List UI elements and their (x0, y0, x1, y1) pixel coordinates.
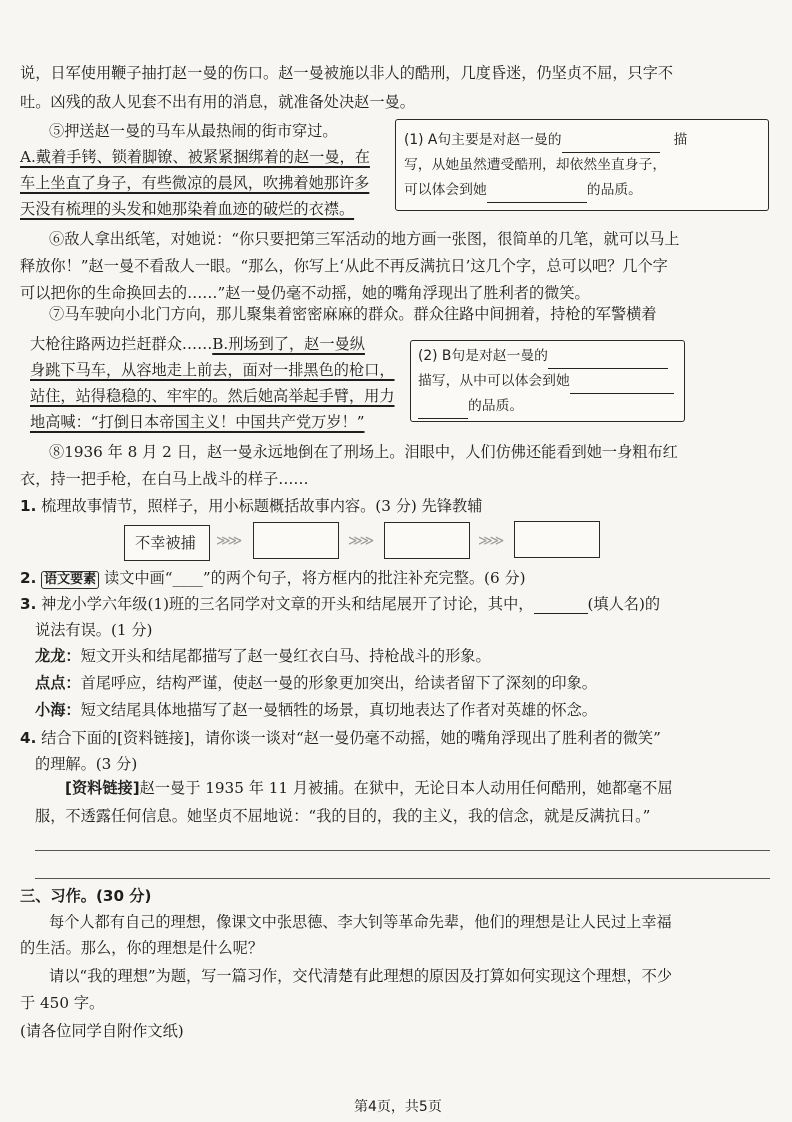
sentence-a-line: 天没有梳理的头发和她那染着血迹的破烂的衣襟。 (20, 200, 355, 218)
paragraph-7-text: 大枪往路两边拦赶群众…… (30, 335, 213, 353)
answer-line[interactable] (35, 878, 770, 879)
arrow-icon: ≫≫ (216, 533, 240, 549)
question-text: 神龙小学六年级(1)班的三名同学对文章的开头和结尾展开了讨论，其中， (41, 595, 534, 613)
paragraph-8-line: 衣，持一把手枪，在白马上战斗的样子…… (20, 470, 309, 488)
annotation-a-line1 (404, 128, 687, 153)
question-number: 1. (20, 497, 37, 515)
language-element-tag: 语文要素 (41, 571, 99, 589)
question-text: 读文中画“____”的两个句子，将方框内的批注补充完整。(6 分) (104, 569, 526, 587)
sentence-b-line: 站住，站得稳稳的、牢牢的。然后她高举起手臂，用力 (30, 387, 395, 405)
plot-step-label: 不幸被捕 (135, 534, 196, 552)
student-statement: 首尾呼应，结构严谨，使赵一曼的形象更加突出，给读者留下了深刻的印象。 (80, 674, 597, 692)
question-4 (20, 728, 661, 748)
material-link-text: 赵一曼于 1935 年 11 月被捕。在狱中，无论日本人动用任何酷刑，她都毫不屈 (139, 779, 673, 797)
page-number: 第4页，共5页 (354, 1099, 442, 1115)
annotation-b-line1 (418, 344, 668, 369)
student-statement: 短文结尾具体地描写了赵一曼牺牲的场景，真切地表达了作者对英雄的怀念。 (80, 701, 597, 719)
paragraph-6-line: 可以把你的生命换回去的……”赵一曼仍毫不动摇，她的嘴角浮现出了胜利者的微笑。 (20, 284, 590, 302)
annotation-a-line2: 写，从她虽然遭受酷刑，却依然坐直身子， (404, 157, 667, 173)
writing-prompt-line: 请以“我的理想”为题，写一篇习作，交代清楚有此理想的原因及打算如何实现这个理想，不少 (49, 967, 673, 985)
annotation-b-text: 的品质。 (468, 398, 524, 414)
student-name: 龙龙： (35, 647, 81, 665)
annotation-b-text: (2) B句是对赵一曼的 (418, 348, 548, 364)
material-link-label: [资料链接] (65, 779, 140, 797)
annotation-a-line3 (404, 178, 642, 203)
plot-step-example (124, 525, 210, 561)
question-3 (20, 594, 660, 614)
question-text: 梳理故事情节，照样子，用小标题概括故事内容。(3 分) 先锋教辅 (41, 497, 483, 515)
question-number: 3. (20, 595, 37, 613)
student-opinion (35, 673, 597, 693)
student-name: 点点： (35, 674, 81, 692)
question-3-line: 说法有误。(1 分) (35, 621, 153, 639)
passage-line: 吐。凶残的敌人见套不出有用的消息，就准备处决赵一曼。 (20, 93, 415, 111)
annotation-a-text: (1) A句主要是对赵一曼的 (404, 132, 562, 148)
paragraph-8-line: ⑧1936 年 8 月 2 日，赵一曼永远地倒在了刑场上。泪眼中，人们仿佛还能看到她一身粗布红 (49, 443, 678, 461)
annotation-b-line3 (418, 394, 523, 419)
passage-line: 说，日军使用鞭子抽打赵一曼的伤口。赵一曼被施以非人的酷刑，几度昏迷，仍坚贞不屈，只字不 (20, 64, 674, 82)
arrow-icon: ≫≫ (348, 533, 372, 549)
question-4-line: 的理解。(3 分) (35, 755, 138, 773)
sentence-b-line: 地高喊：“打倒日本帝国主义！中国共产党万岁！” (30, 413, 365, 431)
answer-blank[interactable] (534, 599, 588, 614)
question-text: (填人名)的 (587, 595, 661, 613)
section-title: 三、习作。(30 分) (20, 887, 152, 905)
material-link-line (65, 778, 673, 798)
annotation-box-a (395, 119, 769, 211)
writing-prompt-line: 的生活。那么，你的理想是什么呢？ (20, 939, 263, 957)
student-opinion (35, 646, 491, 666)
question-number: 2. (20, 569, 37, 587)
annotation-b-line2 (418, 369, 674, 394)
answer-blank[interactable] (487, 188, 587, 203)
paragraph-6-line: 释放你！”赵一曼不看敌人一眼。“那么，你写上‘从此不再反满抗日’这几个字，总可以吧？几个字 (20, 257, 668, 275)
paragraph-5-line: ⑤押送赵一曼的马车从最热闹的街市穿过。 (49, 122, 338, 140)
annotation-b-text: 描写，从中可以体会到她 (418, 373, 570, 389)
plot-step-input[interactable] (384, 522, 470, 559)
answer-blank[interactable] (418, 404, 468, 419)
answer-blank[interactable] (548, 354, 668, 369)
writing-prompt-line: 每个人都有自己的理想，像课文中张思德、李大钊等革命先辈，他们的理想是让人民过上幸福 (49, 913, 672, 931)
answer-blank[interactable] (562, 138, 660, 153)
answer-line[interactable] (35, 850, 770, 851)
paragraph-7-line: ⑦马车驶向小北门方向，那儿聚集着密密麻麻的群众。群众往路中间拥着，持枪的军警横着 (49, 305, 657, 323)
annotation-a-text: 的品质。 (586, 182, 642, 198)
sentence-a-line: 车上坐直了身子，有些微凉的晨风，吹拂着她那许多 (20, 174, 370, 192)
sentence-b-text: B.刑场到了，赵一曼纵 (212, 335, 365, 353)
student-statement: 短文开头和结尾都描写了赵一曼红衣白马、持枪战斗的形象。 (80, 647, 491, 665)
writing-prompt-line: 于 450 字。 (20, 994, 105, 1012)
answer-blank[interactable] (570, 379, 674, 394)
annotation-a-text: 可以体会到她 (404, 182, 487, 198)
annotation-box-b (410, 340, 685, 422)
paragraph-6-line: ⑥敌人拿出纸笔，对她说：“你只要把第三军活动的地方画一张图，很简单的几笔，就可以马上 (49, 230, 680, 248)
sentence-b-line: 身跳下马车，从容地走上前去，面对一排黑色的枪口， (30, 361, 395, 379)
student-name: 小海： (35, 701, 81, 719)
question-2 (20, 568, 526, 589)
sentence-a-line: A.戴着手铐、锁着脚镣、被紧紧捆绑着的赵一曼，在 (20, 148, 370, 166)
question-number: 4. (20, 729, 37, 747)
plot-step-input[interactable] (253, 522, 339, 559)
question-text: 结合下面的[资料链接]，请你谈一谈对“赵一曼仍毫不动摇，她的嘴角浮现出了胜利者的微笑” (41, 729, 661, 747)
arrow-icon: ≫≫ (478, 533, 502, 549)
student-opinion (35, 700, 597, 720)
plot-step-input[interactable] (514, 521, 600, 558)
annotation-a-text: 描 (673, 132, 688, 148)
material-link-line: 服，不透露任何信息。她坚贞不屈地说：“我的目的，我的主义，我的信念，就是反满抗日。” (35, 807, 651, 825)
writing-note: (请各位同学自附作文纸) (20, 1022, 184, 1040)
question-1 (20, 496, 482, 516)
paragraph-7-line (30, 334, 365, 354)
